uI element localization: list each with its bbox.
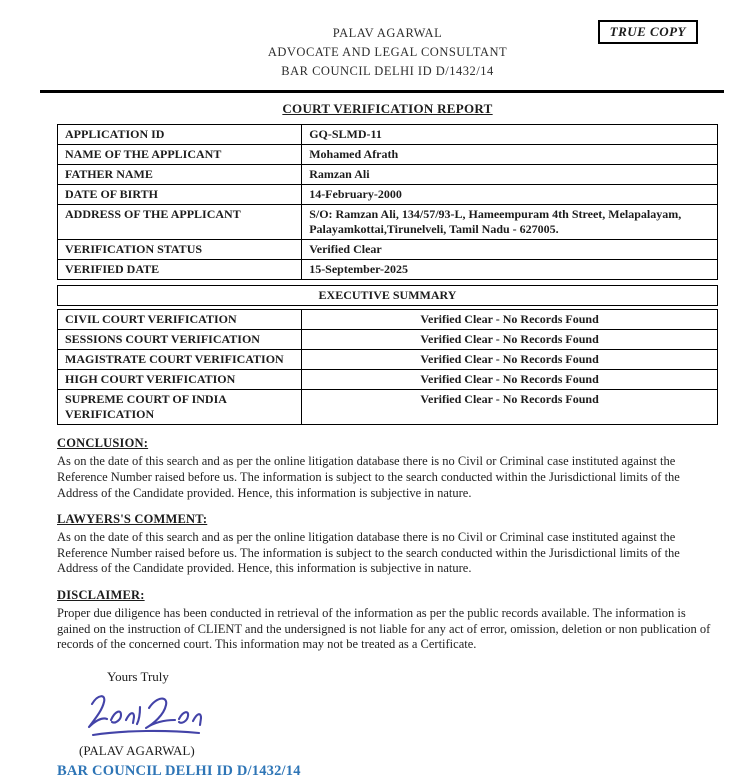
table-row: [58, 240, 718, 260]
detail-label: DATE OF BIRTH: [58, 185, 302, 205]
signatory-name: (PALAV AGARWAL): [79, 742, 195, 758]
summary-value: Verified Clear - No Records Found: [302, 330, 718, 350]
detail-value: Mohamed Afrath: [302, 145, 718, 165]
detail-value: Ramzan Ali: [302, 165, 718, 185]
table-row: [58, 330, 718, 350]
table-row: [58, 260, 718, 280]
advocate-bar-id: BAR COUNCIL DELHI ID D/1432/14: [281, 63, 494, 78]
table-row: [58, 370, 718, 390]
summary-value: Verified Clear - No Records Found: [302, 350, 718, 370]
summary-label: CIVIL COURT VERIFICATION: [58, 310, 302, 330]
detail-label: VERIFIED DATE: [58, 260, 302, 280]
executive-summary-heading: EXECUTIVE SUMMARY: [57, 285, 718, 306]
section-heading: LAWYERS'S COMMENT:: [57, 512, 208, 527]
summary-label: SUPREME COURT OF INDIA VERIFICATION: [58, 390, 302, 425]
header-divider: [40, 90, 724, 93]
conclusion-section: [57, 436, 718, 501]
table-row: [58, 205, 718, 240]
detail-value: GQ-SLMD-11: [302, 125, 718, 145]
detail-label: NAME OF THE APPLICANT: [58, 145, 302, 165]
executive-summary-table: [57, 309, 718, 425]
table-row: [58, 310, 718, 330]
summary-label: MAGISTRATE COURT VERIFICATION: [58, 350, 302, 370]
table-row: [58, 350, 718, 370]
detail-value: S/O: Ramzan Ali, 134/57/93-L, Hameempuram 4th Street, Melapalayam, Palayamkottai,Tirunelveli, Tamil Nadu - 627005.: [302, 205, 718, 240]
detail-label: FATHER NAME: [58, 165, 302, 185]
footer-bar-id: BAR COUNCIL DELHI ID D/1432/14: [57, 762, 301, 779]
detail-value: Verified Clear: [302, 240, 718, 260]
detail-label: ADDRESS OF THE APPLICANT: [58, 205, 302, 240]
summary-value: Verified Clear - No Records Found: [302, 310, 718, 330]
advocate-title: ADVOCATE AND LEGAL CONSULTANT: [267, 44, 508, 59]
lawyers-comment-section: [57, 512, 718, 577]
advocate-name: PALAV AGARWAL: [332, 26, 443, 40]
section-heading: CONCLUSION:: [57, 436, 149, 451]
report-title: COURT VERIFICATION REPORT: [282, 101, 493, 117]
section-body: Proper due diligence has been conducted in retrieval of the information as per the public records available. The information is gained on the instruction of CLIENT and the undersigned is not liable for any act of error, omission, deletion or non publication of records of the concerned court. This information may not be treated as a Certificate.: [57, 606, 711, 652]
summary-label: HIGH COURT VERIFICATION: [58, 370, 302, 390]
detail-label: APPLICATION ID: [58, 125, 302, 145]
section-body: As on the date of this search and as per the online litigation database there is no Civil or Criminal case instituted against the Reference Number raised before us. The information is subject to the search conducted within the Jurisdictional limits of the Address of the Candidate provided. Hence, this information is subjective in nature.: [57, 530, 680, 576]
summary-value: Verified Clear - No Records Found: [302, 370, 718, 390]
closing-salutation: Yours Truly: [107, 668, 169, 684]
disclaimer-section: [57, 588, 718, 653]
true-copy-stamp: TRUE COPY: [598, 20, 698, 44]
table-row: [58, 165, 718, 185]
summary-label: SESSIONS COURT VERIFICATION: [58, 330, 302, 350]
section-heading: DISCLAIMER:: [57, 588, 145, 602]
applicant-details-table: [57, 124, 718, 280]
detail-value: 15-September-2025: [302, 260, 718, 280]
detail-value: 14-February-2000: [302, 185, 718, 205]
table-row: [58, 185, 718, 205]
detail-label: VERIFICATION STATUS: [58, 240, 302, 260]
summary-value: Verified Clear - No Records Found: [302, 390, 718, 425]
section-body: As on the date of this search and as per the online litigation database there is no Civil or Criminal case instituted against the Reference Number raised before us. The information is subject to the search conducted within the Jurisdictional limits of the Address of the Candidate provided. Hence, this information is subjective in nature.: [57, 454, 680, 500]
table-row: [58, 145, 718, 165]
table-row: [58, 125, 718, 145]
table-row: [58, 390, 718, 425]
